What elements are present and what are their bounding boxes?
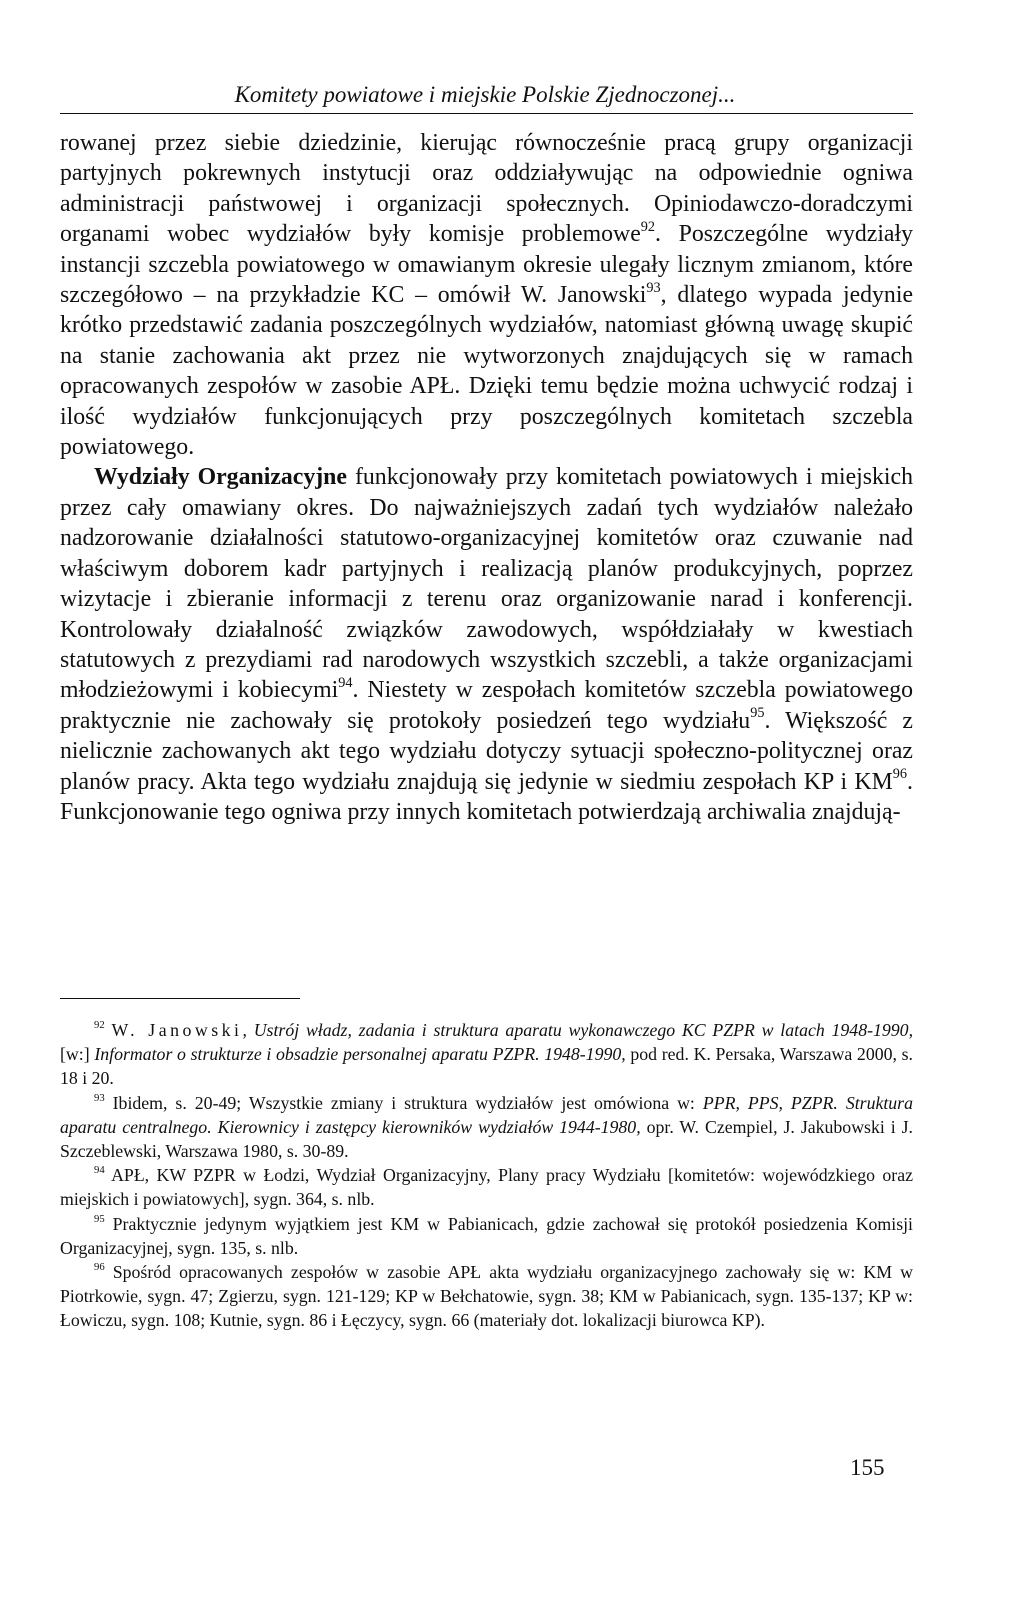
paragraph-1-text-a: rowanej przez siebie dziedzinie, kierując równocześnie pracą grupy organizacji partyjnych pokrewnych instytucji oraz oddziaływując na odpowiednie ogniwa administracji państwowej i organizacji społecznych. Opiniodawczo-doradczymi organami wobec wydziałów były komisje problemowe: [60, 130, 913, 248]
paragraph-2-text-d: . Funkcjonowanie tego ogniwa przy innych komitetach potwierdzają archiwalia znajdują-: [60, 768, 913, 825]
footnote-92: [60, 1018, 913, 1091]
footnote-ref-95: 95: [750, 705, 765, 722]
paragraph-2-text-a: funkcjonowały przy komitetach powiatowych i miejskich przez cały omawiany okres. Do najważniejszych zadań tych wydziałów należało nadzorowanie działalności statutowo-organizacyjnej komitetów oraz czuwanie nad właściwym doborem kadr partyjnych i realizacją planów produkcyjnych, poprzez wizytacje i zbieranie informacji z terenu oraz organizowanie narad i konferencji. Kontrolowały działalność związków zawodowych, współdziałały w kwestiach statutowych z prezydiami rad narodowych wszystkich szczebli, a także organizacjami młodzieżowymi i kobiecymi: [60, 464, 913, 704]
footnote-text: Spośród opracowanych zespołów w zasobie APŁ akta wydziału organizacyjnego zachowały się w: KM w Piotrkowie, sygn. 47; Zgierzu, sygn. 121-129; KP w Bełchatowie, sygn. 38; KM w Pabianicach, sygn. 135-137; KP w: Łowiczu, sygn. 108; Kutnie, sygn. 86 i Łęczycy, sygn. 66 (materiały dot. lokalizacji biurowca KP).: [60, 1262, 913, 1331]
paragraph-2-text-b: . Niestety w zespołach komitetów szczebla powiatowego praktycznie nie zachowały się protokoły posiedzeń tego wydziału: [60, 677, 913, 734]
footnote-text: pod red. K. Persaka, Warszawa 2000, s. 18 i 20.: [60, 1044, 913, 1089]
footnote-ref-93: 93: [646, 279, 661, 296]
footnote-text: APŁ, KW PZPR w Łodzi, Wydział Organizacyjny, Plany pracy Wydziału [komitetów: wojewódzkiego oraz miejskich i powiatowych], sygn. 364, s. nlb.: [60, 1165, 913, 1210]
footnote-title: Ustrój władz, zadania i struktura aparatu wykonawczego KC PZPR w latach 1948-1990,: [253, 1020, 914, 1040]
footnote-text: Praktycznie jedynym wyjątkiem jest KM w Pabianicach, gdzie zachował się protokół posiedzenia Komisji Organizacyjnej, sygn. 135, s. nlb.: [60, 1213, 913, 1258]
footnote-rule: [60, 998, 300, 999]
footnotes: [60, 1018, 913, 1333]
footnote-ref-96: 96: [892, 766, 908, 783]
footnote-number: 95: [94, 1212, 105, 1225]
footnote-ref-92: 92: [640, 218, 656, 235]
footnote-text: Ibidem, s. 20-49; Wszystkie zmiany i struktura wydziałów jest omówiona w:: [104, 1092, 703, 1113]
footnote-number: 92: [94, 1019, 105, 1032]
footnote-text: opr. W. Czempiel, J. Jakubowski i J. Szczeblewski, Warszawa 1980, s. 30-89.: [60, 1116, 913, 1162]
footnote-title: Informator o strukturze i obsadzie personalnej aparatu PZPR. 1948-1990,: [94, 1044, 626, 1065]
paragraph-2: [60, 462, 913, 827]
footnote-ref-94: 94: [338, 674, 353, 691]
paragraph-1-text-b: . Poszczególne wydziały instancji szczebla powiatowego w omawianym okresie ulegały licznym zmianom, które szczegółowo – na przykładzie KC – omówił W. Janowski: [60, 221, 913, 309]
paragraph-2-text-c: . Większość z nielicznie zachowanych akt tego wydziału dotyczy sytuacji społeczno-politycznej oraz planów pracy. Akta tego wydziału znajdują się jedynie w siedmiu zespołach KP i KM: [60, 707, 913, 795]
section-term: Wydziały Organizacyjne: [94, 464, 347, 491]
header-rule: [60, 113, 913, 114]
footnote-title: PPR, PPS, PZPR. Struktura aparatu centralnego. Kierownicy i zastępcy kierowników wydziałów 1944-1980,: [60, 1092, 913, 1137]
page-number: 155: [850, 1455, 885, 1480]
footnote-number: 96: [94, 1261, 105, 1274]
footnote-96: [60, 1260, 913, 1333]
footnote-number: 94: [94, 1164, 105, 1177]
footnote-number: 93: [94, 1091, 105, 1104]
paragraph-1-text-c: , dlatego wypada jedynie krótko przedstawić zadania poszczególnych wydziałów, natomiast główną uwagę skupić na stanie zachowania akt przez nie wytworzonych znajdujących się w ramach opracowanych zespołów w zasobie APŁ. Dzięki temu będzie można uchwycić rodzaj i ilość wydziałów funkcjonujących przy poszczególnych komitetach szczebla powiatowego.: [60, 282, 914, 461]
footnote-author: W. Janowski: [111, 1020, 243, 1040]
footnote-text: [w:]: [60, 1044, 95, 1065]
main-text: [60, 128, 913, 827]
footnote-94: [60, 1163, 913, 1211]
footnote-93: [60, 1091, 913, 1164]
paragraph-1: [60, 128, 913, 462]
footnote-95: [60, 1212, 913, 1260]
footnote-separator: ,: [242, 1020, 254, 1040]
running-head: Komitety powiatowe i miejskie Polskie Zjednoczonej...: [234, 82, 736, 107]
